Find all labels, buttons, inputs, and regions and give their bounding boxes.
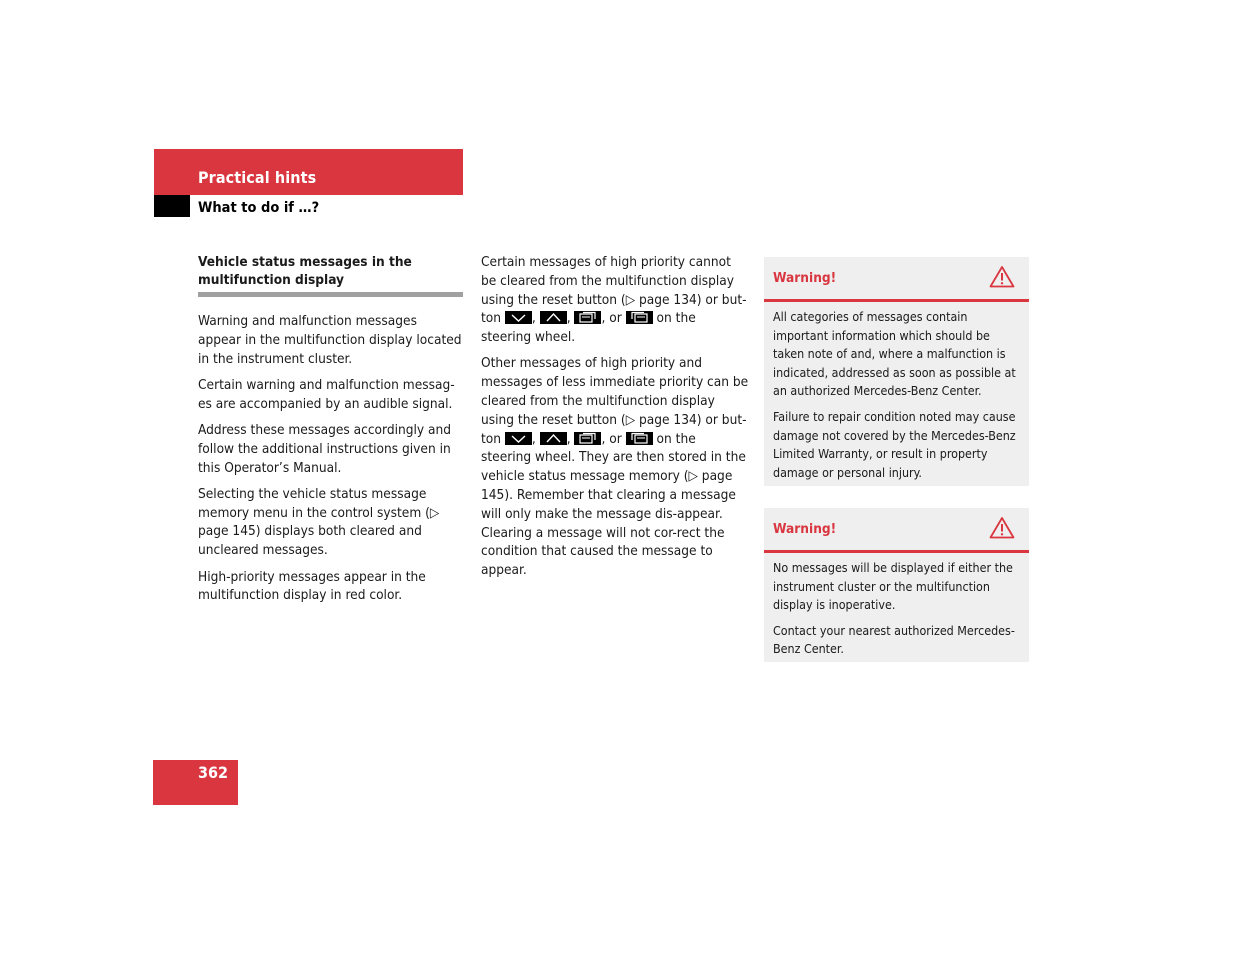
paragraph: High-priority messages appear in the multifunction display in red color. [198,568,426,604]
column-2 [481,253,749,588]
scroll-up-key-icon [540,432,567,445]
text: on the steering wheel. [481,310,696,346]
separator: , [531,430,536,447]
scroll-down-key-icon [505,311,532,324]
separator: , [566,430,571,447]
separator: , or [601,310,622,327]
paragraph [481,253,749,347]
warning-box [764,257,1029,486]
text: Other messages of high priority and messages of less immediate priority can be cleared from the multifunction display using the reset button (▷ page 134) or but-ton [481,355,749,447]
warning-paragraph: Failure to repair condition noted may cause damage not covered by the Mercedes-Benz Limited Warranty, or result in property damage or personal injury. [773,408,1016,480]
warning-header [764,508,1029,553]
previous-page-key-icon [574,311,601,324]
scroll-up-key-icon [540,311,567,324]
scroll-down-key-icon [505,432,532,445]
next-page-key-icon [626,311,653,324]
warning-paragraph: No messages will be displayed if either the instrument cluster or the multifunction display is inoperative. [773,560,1013,613]
warning-paragraph: Contact your nearest authorized Mercedes-Benz Center. [773,622,1015,657]
warning-label: Warning! [773,270,837,286]
separator: , [531,310,536,327]
paragraph: Address these messages accordingly and follow the additional instructions given in this Operator’s Manual. [198,421,452,476]
paragraph: Certain warning and malfunction messag-es are accompanied by an audible signal. [198,376,455,412]
warning-paragraph: All categories of messages contain important information which should be taken note of and, where a malfunction is indicated, addressed as soon as possible at an authorized Mercedes-Benz Center. [773,309,1016,399]
warning-header [764,257,1029,302]
paragraph: Selecting the vehicle status message memory menu in the control system (▷ page 145) displays both cleared and uncleared messages. [198,485,440,559]
heading-rule [198,292,463,297]
section-title: Practical hints [198,168,317,187]
subsection-marker [154,195,190,217]
paragraph: Warning and malfunction messages appear in the multifunction display located in the instrument cluster. [198,313,462,367]
page-number: 362 [198,763,229,782]
warning-label: Warning! [773,521,837,537]
column-1 [198,253,463,613]
subsection-title: What to do if …? [198,200,320,216]
warning-triangle-icon [989,265,1015,292]
warning-body [764,553,1029,659]
separator: , or [601,430,622,447]
text: on the steering wheel. They are then stored in the vehicle status message memory (▷ page 145). Remember that clearing a message will only make the message dis-appear. Clearing a message will not cor-rect the condition that caused the message to appear. [481,430,746,579]
paragraph [481,354,749,580]
warning-triangle-icon [989,516,1015,543]
warning-body [764,302,1029,482]
previous-page-key-icon [574,432,601,445]
warning-box [764,508,1029,662]
section-heading: Vehicle status messages in the multifunction display [198,254,412,288]
next-page-key-icon [626,432,653,445]
text: Certain messages of high priority cannot be cleared from the multifunction display using the reset button (▷ page 134) or but-ton [481,254,747,327]
separator: , [566,310,571,327]
